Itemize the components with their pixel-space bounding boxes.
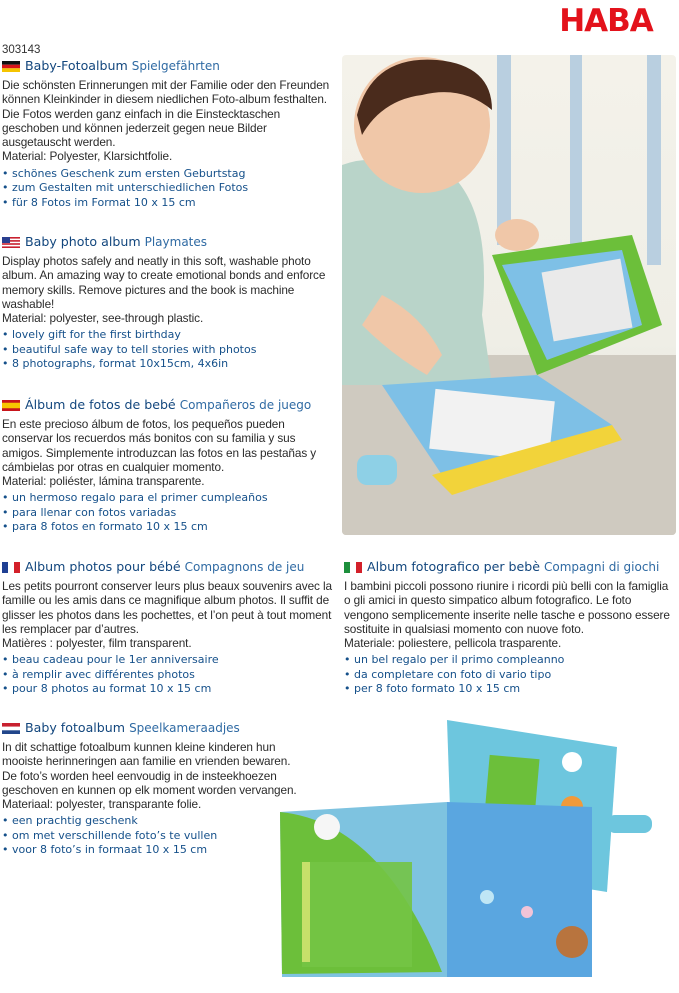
section-heading: [344, 559, 677, 575]
product-album-photo: [272, 712, 676, 987]
feature-list: [2, 167, 338, 211]
section-body: [2, 740, 302, 811]
section-subtitle: Playmates: [144, 235, 208, 249]
section-heading: [2, 720, 302, 736]
italy-flag-icon: [344, 562, 362, 573]
section-body: [2, 579, 338, 650]
germany-flag-icon: [2, 61, 20, 72]
section-subtitle: Compañeros de juego: [179, 398, 312, 412]
section-body: [2, 417, 338, 488]
body-text: In dit schattige fotoalbum kunnen kleine kinderen hun mooiste herinneringen aan familie en vrienden bewaren. De foto’s worden heel eenvoudig in de insteekhoezen geschoven en kunnen op elk moment worden vervangen. Materiaal: polyester, transparante folie.: [2, 740, 297, 812]
list-item: • schönes Geschenk zum ersten Geburtstag: [2, 167, 338, 182]
body-text: I bambini piccoli possono riunire i ricordi più belli con la famiglia o gli amici in questo simpatico album fotografico. Le foto vengono semplicemente inserite nelle tasche e possono essere sostituite in qualsiasi momento con nuove foto.: [344, 579, 670, 636]
section-body: [2, 78, 338, 164]
album-product-illustration: [272, 712, 676, 987]
material-text: Matières : polyester, film transparent.: [2, 636, 192, 651]
section-heading: [2, 397, 338, 413]
list-item: • lovely gift for the first birthday: [2, 328, 338, 343]
section-title: Baby fotoalbum: [25, 720, 126, 735]
section-title: Baby photo album: [25, 234, 141, 249]
list-item: • para llenar con fotos variadas: [2, 506, 338, 521]
netherlands-flag-icon: [2, 723, 20, 734]
list-item: • voor 8 foto’s in formaat 10 x 15 cm: [2, 843, 302, 858]
list-item: • à remplir avec différentes photos: [2, 668, 338, 683]
material-text: Material: poliéster, lámina transparente.: [2, 474, 205, 489]
list-item: • für 8 Fotos im Format 10 x 15 cm: [2, 196, 338, 211]
list-item: • beau cadeau pour le 1er anniversaire: [2, 653, 338, 668]
article-number: 303143: [2, 44, 41, 56]
list-item: • om met verschillende foto’s te vullen: [2, 829, 302, 844]
section-heading: [2, 58, 338, 74]
usa-flag-icon: [2, 237, 20, 248]
feature-list: [2, 653, 338, 697]
section-french: [2, 559, 338, 697]
section-english: [2, 234, 338, 372]
section-dutch: [2, 720, 302, 858]
body-text: Display photos safely and neatly in this soft, washable photo album. An amazing way to create emotional bonds and enforce memory skills. Remove pictures and the book is machine washable!: [2, 254, 326, 311]
feature-list: [2, 814, 302, 858]
section-heading: [2, 234, 338, 250]
section-heading: [2, 559, 338, 575]
body-text: En este precioso álbum de fotos, los pequeños pueden conservar los recuerdos más bonitos con su familia y sus amigos. Simplemente introduzcan las fotos en las pestañas y cámbielas por otras en cualquier momento.: [2, 417, 317, 474]
body-text: Die schönsten Erinnerungen mit der Familie oder den Freunden können Kleinkinder in diesem niedlichen Foto-album festhalten. Die Fotos werden ganz einfach in die Einstecktaschen geschoben und können jederzeit gegen neue Bilder ausgetauscht werden.: [2, 78, 330, 150]
feature-list: [344, 653, 677, 697]
list-item: • per 8 foto formato 10 x 15 cm: [344, 682, 677, 697]
section-spanish: [2, 397, 338, 535]
material-text: Materiale: poliestere, pellicola trasparente.: [344, 636, 562, 651]
section-title: Album fotografico per bebè: [367, 559, 541, 574]
body-text: Les petits pourront conserver leurs plus beaux souvenirs avec la famille ou les amis dans ce magnifique album photos. Il suffit de glisser les photos dans les pochettes, et l’on peut à tout moment les remplacer par d’autres.: [2, 579, 332, 636]
section-german: [2, 58, 338, 210]
section-subtitle: Spielgefährten: [131, 59, 220, 73]
section-italian: [344, 559, 677, 697]
section-title: Baby-Fotoalbum: [25, 58, 128, 73]
baby-photo-illustration: [342, 55, 676, 535]
feature-list: [2, 328, 338, 372]
haba-logo: HABA: [559, 3, 653, 39]
list-item: • para 8 fotos en formato 10 x 15 cm: [2, 520, 338, 535]
list-item: • 8 photographs, format 10x15cm, 4x6in: [2, 357, 338, 372]
section-body: [344, 579, 677, 650]
section-title: Álbum de fotos de bebé: [25, 397, 176, 412]
list-item: • een prachtig geschenk: [2, 814, 302, 829]
spain-flag-icon: [2, 400, 20, 411]
list-item: • da completare con foto di vario tipo: [344, 668, 677, 683]
list-item: • pour 8 photos au format 10 x 15 cm: [2, 682, 338, 697]
france-flag-icon: [2, 562, 20, 573]
list-item: • un hermoso regalo para el primer cumpleaños: [2, 491, 338, 506]
baby-reading-photo: [342, 55, 676, 535]
list-item: • beautiful safe way to tell stories with photos: [2, 343, 338, 358]
section-subtitle: Compagni di giochi: [544, 560, 660, 574]
list-item: • un bel regalo per il primo compleanno: [344, 653, 677, 668]
section-subtitle: Compagnons de jeu: [184, 560, 305, 574]
section-subtitle: Speelkameraadjes: [129, 721, 240, 735]
material-text: Material: polyester, see-through plastic.: [2, 311, 204, 326]
section-body: [2, 254, 338, 325]
feature-list: [2, 491, 338, 535]
list-item: • zum Gestalten mit unterschiedlichen Fotos: [2, 181, 338, 196]
material-text: Material: Polyester, Klarsichtfolie.: [2, 149, 173, 164]
section-title: Album photos pour bébé: [25, 559, 181, 574]
